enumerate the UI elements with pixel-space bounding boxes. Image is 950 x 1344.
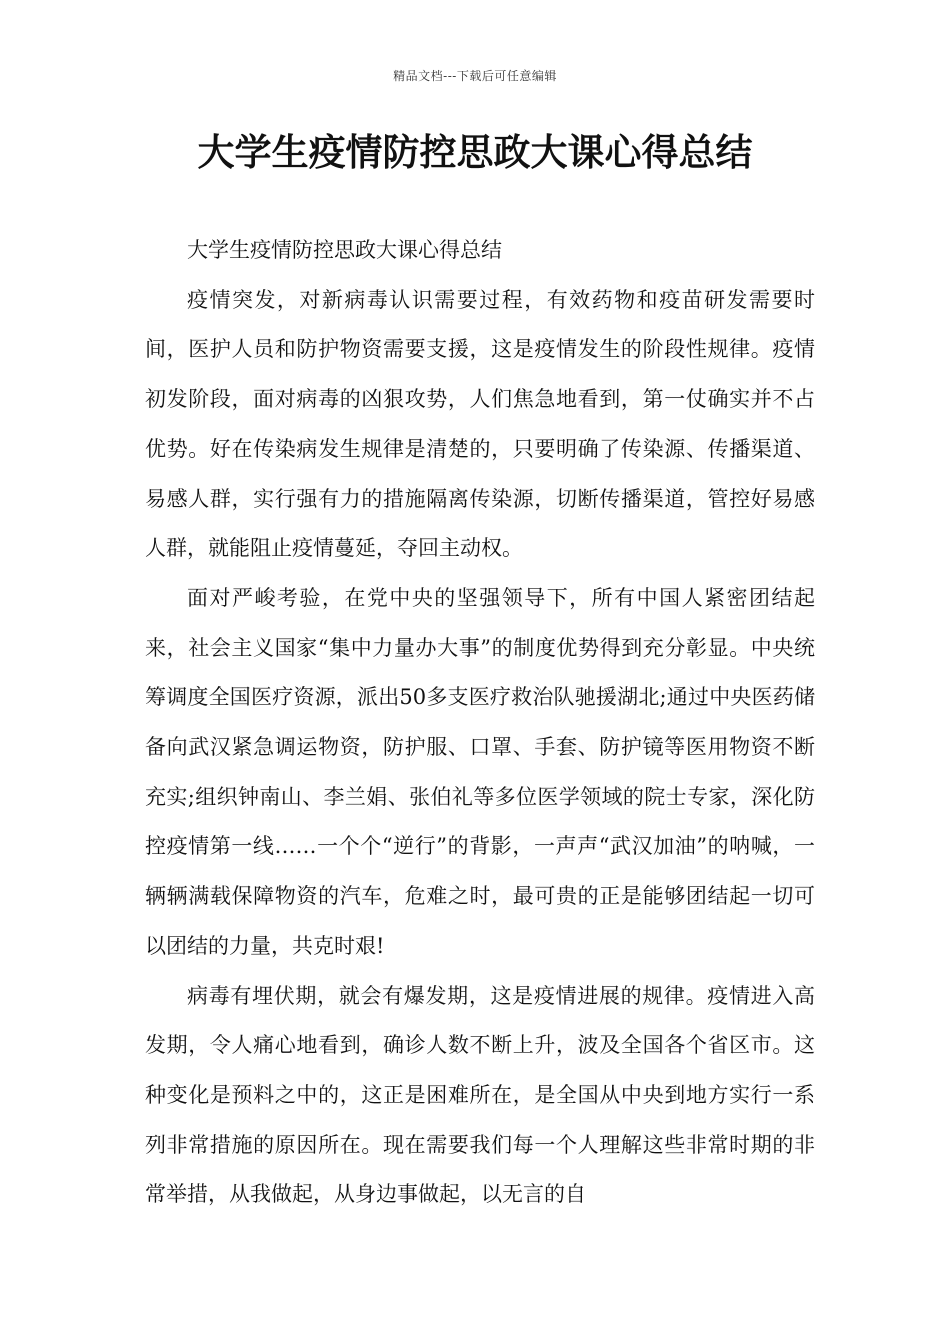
- body-paragraph-subtitle: 大学生疫情防控思政大课心得总结: [187, 238, 502, 262]
- document-title: 大学生疫情防控思政大课心得总结: [197, 131, 753, 174]
- body-paragraph: 疫情突发，对新病毒认识需要过程，有效药物和疫苗研发需要时间，医护人员和防护物资需要支援，这是疫情发生的阶段性规律。疫情初发阶段，面对病毒的凶狠攻势，人们焦急地看到，第一仗确实并不占优势。好在传染病发生规律是清楚的，只要明确了传染源、传播渠道、易感人群，实行强有力的措施隔离传染源，切断传播渠道，管控好易感人群，就能阻止疫情蔓延，夺回主动权。: [145, 287, 815, 561]
- header-note: 精品文档---下载后可任意编辑: [393, 69, 557, 83]
- body-paragraph: 面对严峻考验，在党中央的坚强领导下，所有中国人紧密团结起来，社会主义国家“集中力量办大事”的制度优势得到充分彰显。中央统筹调度全国医疗资源，派出50多支医疗救治队驰援湖北;通过中央医药储备向武汉紧急调运物资，防护服、口罩、手套、防护镜等医用物资不断充实;组织钟南山、李兰娟、张伯礼等多位医学领域的院士专家，深化防控疫情第一线……一个个“逆行”的背影，一声声“武汉加油”的呐喊，一辆辆满载保障物资的汽车，危难之时，最可贵的正是能够团结起一切可以团结的力量，共克时艰!: [145, 585, 815, 958]
- document-body: [145, 226, 815, 1220]
- body-paragraph: 病毒有埋伏期，就会有爆发期，这是疫情进展的规律。疫情进入高发期，令人痛心地看到，确诊人数不断上升，波及全国各个省区市。这种变化是预料之中的，这正是困难所在，是全国从中央到地方实行一系列非常措施的原因所在。现在需要我们每一个人理解这些非常时期的非常举措，从我做起，从身边事做起，以无言的自: [145, 983, 815, 1207]
